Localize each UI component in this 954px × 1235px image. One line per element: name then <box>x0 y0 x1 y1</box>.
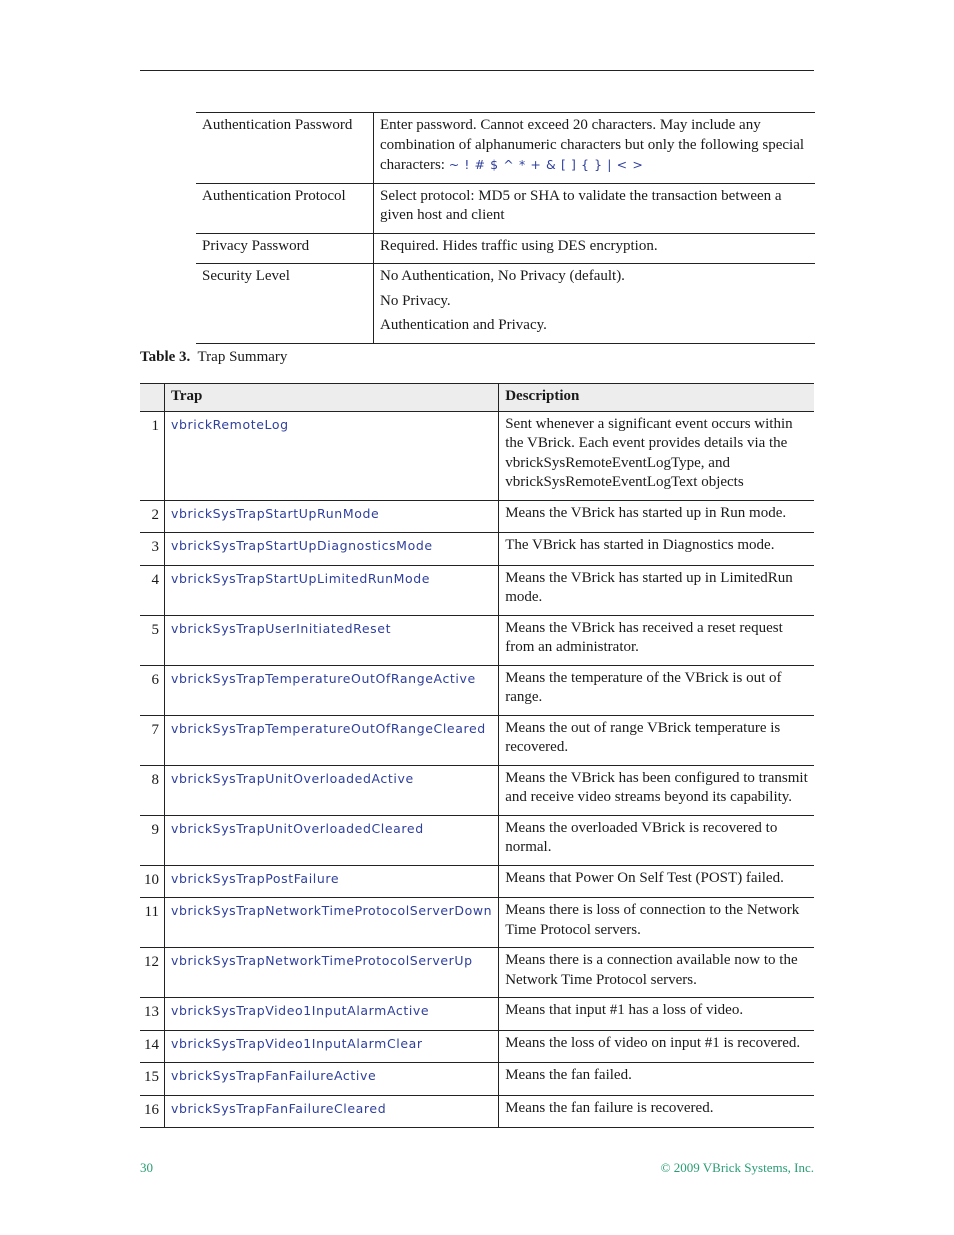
header-description: Description <box>499 384 814 412</box>
setting-name: Authentication Password <box>196 113 374 184</box>
header-trap: Trap <box>165 384 499 412</box>
trap-cell <box>165 500 499 533</box>
trap-cell <box>165 715 499 765</box>
trap-number: 4 <box>140 565 165 615</box>
trap-number: 7 <box>140 715 165 765</box>
trap-description: Means the loss of video on input #1 is recovered. <box>499 1030 814 1063</box>
trap-name: vbrickSysTrapTemperatureOutOfRangeActive <box>171 670 476 686</box>
setting-name: Security Level <box>196 264 374 344</box>
trap-name: vbrickSysTrapUnitOverloadedCleared <box>171 820 424 836</box>
trap-description: Means the out of range VBrick temperature is recovered. <box>499 715 814 765</box>
table-row <box>140 948 814 998</box>
caption-title: Trap Summary <box>197 349 288 365</box>
trap-name: vbrickSysTrapUnitOverloadedActive <box>171 770 414 786</box>
table-row <box>196 113 815 184</box>
setting-name: Privacy Password <box>196 233 374 264</box>
trap-number: 6 <box>140 665 165 715</box>
trap-cell <box>165 565 499 615</box>
table-row <box>140 500 814 533</box>
trap-name: vbrickSysTrapStartUpLimitedRunMode <box>171 570 431 586</box>
trap-name: vbrickSysTrapNetworkTimeProtocolServerUp <box>171 953 473 968</box>
setting-description <box>374 113 816 184</box>
trap-number: 8 <box>140 765 165 815</box>
settings-table <box>196 112 815 344</box>
table-row <box>140 765 814 815</box>
trap-description: Means the fan failed. <box>499 1063 814 1096</box>
header-num <box>140 384 165 412</box>
trap-cell <box>165 865 499 898</box>
trap-description: Means there is loss of connection to the Network Time Protocol servers. <box>499 898 814 948</box>
trap-description: Means the VBrick has started up in Run mode. <box>499 500 814 533</box>
trap-summary-table <box>140 383 814 1128</box>
table-row <box>140 998 814 1031</box>
trap-description: Means the fan failure is recovered. <box>499 1095 814 1128</box>
description-text: No Authentication, No Privacy (default). <box>380 268 625 284</box>
caption-label: Table 3. <box>140 349 191 365</box>
trap-cell <box>165 815 499 865</box>
table-row <box>140 665 814 715</box>
table-header-row <box>140 384 814 412</box>
description-text: No Privacy. <box>380 292 451 309</box>
trap-number: 1 <box>140 411 165 500</box>
trap-description: Means the VBrick has been configured to transmit and receive video streams beyond its capability. <box>499 765 814 815</box>
description-line <box>380 237 809 257</box>
trap-cell <box>165 411 499 500</box>
description-text: Required. Hides traffic using DES encryption. <box>380 237 658 254</box>
trap-number: 11 <box>140 898 165 948</box>
trap-name: vbrickSysTrapUserInitiatedReset <box>171 620 392 636</box>
table-row <box>140 1030 814 1063</box>
table-row <box>140 533 814 566</box>
table-row <box>196 264 815 344</box>
description-text: Authentication and Privacy. <box>380 317 547 333</box>
trap-number: 15 <box>140 1063 165 1096</box>
trap-name: vbrickSysTrapFanFailureCleared <box>171 1100 387 1116</box>
trap-cell <box>165 1063 499 1096</box>
setting-name: Authentication Protocol <box>196 183 374 233</box>
description-text: Enter password. Cannot exceed 20 characters. May include any combination of alphanumeric characters but only the following special characters: <box>380 117 805 173</box>
trap-number: 5 <box>140 615 165 665</box>
trap-cell <box>165 1030 499 1063</box>
trap-description: Means that Power On Self Test (POST) failed. <box>499 865 814 898</box>
trap-number: 9 <box>140 815 165 865</box>
table-row <box>140 411 814 500</box>
table-row <box>140 565 814 615</box>
header-rule <box>140 70 814 71</box>
trap-description: Sent whenever a significant event occurs within the VBrick. Each event provides details via the vbrickSysRemoteEventLogType, and vbrickSysRemoteEventLogText objects <box>499 411 814 500</box>
setting-description <box>374 183 816 233</box>
trap-description: Means there is a connection available now to the Network Time Protocol servers. <box>499 948 814 998</box>
description-line <box>380 316 809 336</box>
trap-description: Means the VBrick has started up in LimitedRun mode. <box>499 565 814 615</box>
trap-name: vbrickSysTrapFanFailureActive <box>171 1068 377 1083</box>
trap-cell <box>165 1095 499 1128</box>
trap-name: vbrickSysTrapPostFailure <box>171 870 340 886</box>
trap-name: vbrickSysTrapVideo1InputAlarmClear <box>171 1035 423 1051</box>
trap-table-body <box>140 411 814 1128</box>
settings-table-body <box>196 113 815 344</box>
description-line <box>380 187 809 226</box>
description-line <box>380 292 809 312</box>
table-row <box>140 1063 814 1096</box>
trap-number: 16 <box>140 1095 165 1128</box>
table-caption <box>140 349 287 366</box>
trap-name: vbrickSysTrapStartUpDiagnosticsMode <box>171 538 433 553</box>
trap-name: vbrickSysTrapNetworkTimeProtocolServerDown <box>171 903 493 918</box>
table-row <box>140 815 814 865</box>
description-line <box>380 267 809 287</box>
trap-cell <box>165 998 499 1031</box>
table-row <box>196 183 815 233</box>
description-line <box>380 116 809 176</box>
trap-cell <box>165 615 499 665</box>
trap-number: 2 <box>140 500 165 533</box>
trap-cell <box>165 765 499 815</box>
trap-description: Means the overloaded VBrick is recovered to normal. <box>499 815 814 865</box>
page-number: 30 <box>140 1160 153 1175</box>
trap-number: 12 <box>140 948 165 998</box>
table-row <box>140 615 814 665</box>
trap-description: Means the temperature of the VBrick is out of range. <box>499 665 814 715</box>
trap-name: vbrickSysTrapTemperatureOutOfRangeCleared <box>171 720 486 736</box>
description-text: Select protocol: MD5 or SHA to validate the transaction between a given host and client <box>380 187 782 223</box>
trap-name: vbrickSysTrapStartUpRunMode <box>171 505 380 521</box>
trap-name: vbrickRemoteLog <box>171 416 289 432</box>
table-row <box>140 1095 814 1128</box>
trap-description: Means the VBrick has received a reset request from an administrator. <box>499 615 814 665</box>
table-row <box>196 233 815 264</box>
trap-cell <box>165 898 499 948</box>
trap-number: 14 <box>140 1030 165 1063</box>
trap-cell <box>165 665 499 715</box>
trap-name: vbrickSysTrapVideo1InputAlarmActive <box>171 1003 430 1018</box>
trap-number: 10 <box>140 865 165 898</box>
table-row <box>140 898 814 948</box>
trap-description: Means that input #1 has a loss of video. <box>499 998 814 1031</box>
trap-number: 13 <box>140 998 165 1031</box>
special-characters: ~ ! # $ ^ * + & [ ] { } | < > <box>448 157 644 172</box>
setting-description <box>374 233 816 264</box>
trap-number: 3 <box>140 533 165 566</box>
setting-description <box>374 264 816 344</box>
table-row <box>140 865 814 898</box>
trap-description: The VBrick has started in Diagnostics mode. <box>499 533 814 566</box>
trap-cell <box>165 533 499 566</box>
copyright: © 2009 VBrick Systems, Inc. <box>660 1160 814 1175</box>
trap-cell <box>165 948 499 998</box>
table-row <box>140 715 814 765</box>
